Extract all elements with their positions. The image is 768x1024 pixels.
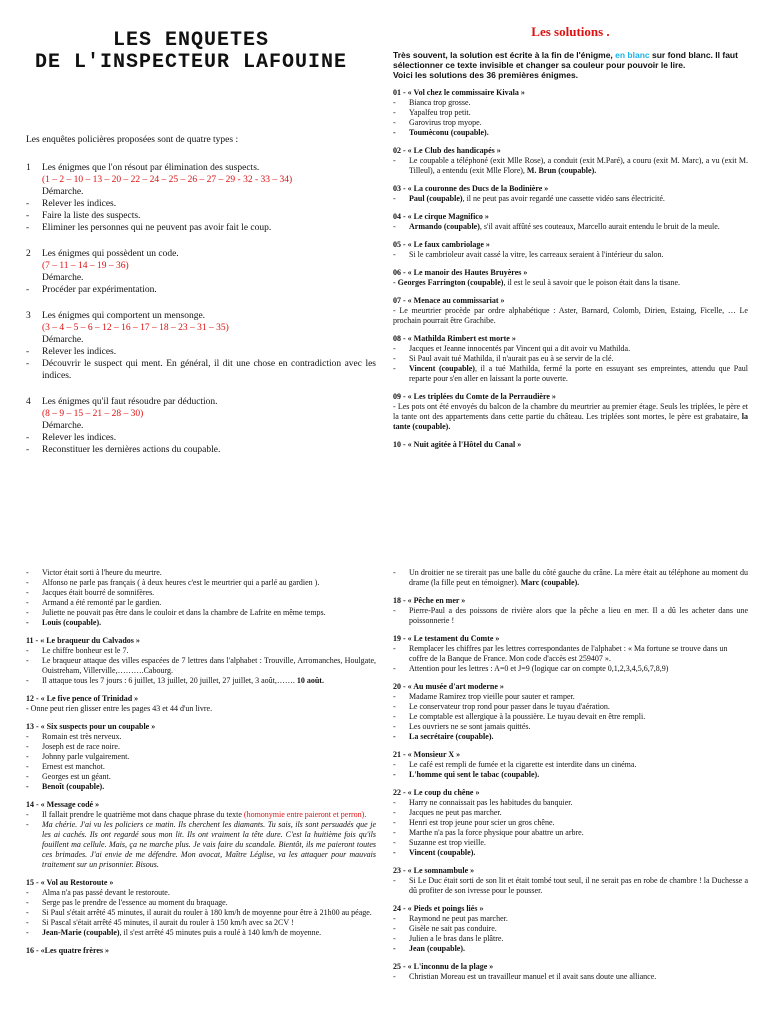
solution-heading: 24 - « Pieds et poings liés » (393, 904, 484, 913)
solution-culprit: Georges Farrington (coupable) (397, 278, 504, 287)
solution-heading: 18 - « Pêche en mer » (393, 596, 466, 605)
solution-17 (393, 568, 748, 588)
solution-heading: 15 - « Vol au Restoroute » (26, 878, 114, 887)
solution-text: Il attaque tous les 7 jours : 6 juillet, 13 juillet, 20 juillet, 27 juillet, 3 août,……. (42, 676, 295, 685)
type-title: Les énigmes qui possèdent un code. (42, 249, 179, 259)
type-step: - Découvrir le suspect qui ment. En général, il dit une chose en contradiction avec les indices. (26, 358, 376, 382)
title-line-1: LES ENQUETES (112, 29, 270, 52)
solution-text: , s'il avait affûté ses couteaux, Marcello aurait entendu le bruit de la meule. (479, 222, 720, 231)
type-list: (8 – 9 – 15 – 21 – 28 – 30) (42, 409, 144, 419)
solution-text: , il ne peut pas avoir regardé une cassette vidéo sans électricité. (462, 194, 665, 203)
solution-line: - Ernest est manchot. (26, 762, 376, 772)
solution-line (393, 568, 748, 588)
solution-01 (393, 88, 748, 138)
solution-22 (393, 788, 748, 858)
type-2 (26, 248, 376, 296)
solution-line: - Le chiffre bonheur est le 7. (26, 646, 376, 656)
solution-line: - Victor était sorti à l'heure du meurtre. (26, 568, 376, 578)
solution-heading: 02 - « Le Club des handicapés » (393, 146, 501, 155)
solution-culprit: Jean-Marie (coupable) (42, 928, 120, 937)
solution-19 (393, 634, 748, 674)
solution-line: - Bianca trop grosse. (393, 98, 748, 108)
solution-heading: 14 - « Message codé » (26, 800, 100, 809)
type-number: 4 (26, 397, 31, 407)
solutions-column (393, 24, 748, 458)
solution-16 (26, 946, 376, 956)
solution-line: - Jacques et Jeanne innocentés par Vincent qui a dit avoir vu Mathilda. (393, 344, 748, 354)
solution-line: - Vincent (coupable). (393, 848, 748, 858)
solution-line: - Onne peut rien glisser entre les pages 43 et 44 d'un livre. (26, 704, 213, 713)
solution-culprit: 10 août. (296, 676, 324, 685)
intro-column (26, 30, 376, 470)
solution-culprit: Armando (coupable) (409, 222, 480, 231)
solutions-intro (393, 50, 748, 80)
solution-line: - Le meurtrier procède par ordre alphabétique : Aster, Barnard, Colomb, Dirien, Estaing, Ficelle, … Le prochain pourrait être Grachibe. (393, 306, 748, 325)
solution-line: - Christian Moreau est un travailleur manuel et il avait sans doute une alliance. (393, 972, 748, 982)
solution-line: - Yapalfeu trop petit. (393, 108, 748, 118)
solution-text: , il s'est arrêté 45 minutes puis a roulé à 140 km/h de moyenne. (119, 928, 322, 937)
solution-line: - Serge pas le prendre de l'essence au moment du braquage. (26, 898, 376, 908)
solution-heading: 13 - « Six suspects pour un coupable » (26, 722, 156, 731)
type-demarche: Démarche. (42, 335, 84, 345)
type-demarche: Démarche. (42, 187, 84, 197)
type-step: - Relever les indices. (26, 346, 376, 358)
solution-line (26, 810, 376, 820)
solution-line: - Si le cambrioleur avait cassé la vitre, les carreaux seraient à l'intérieur du salon. (393, 250, 748, 260)
type-title: Les énigmes qu'il faut résoudre par déduction. (42, 397, 218, 407)
type-1 (26, 162, 376, 234)
type-step: - Procéder par expérimentation. (26, 284, 376, 296)
solution-line: - La secrétaire (coupable). (393, 732, 748, 742)
solution-line: - Joseph est de race noire. (26, 742, 376, 752)
solution-heading: 06 - « Le manoir des Hautes Bruyères » (393, 268, 528, 277)
solution-line: - Juliette ne pouvait pas être dans le couloir et dans la chambre de Lafrite en même temps. (26, 608, 376, 618)
type-list: (3 – 4 – 5 – 6 – 12 – 16 – 17 – 18 – 23 – 31 – 35) (42, 323, 229, 333)
solution-text: Onne peut rien glisser entre les pages 43 et 44 d'un livre. (30, 704, 213, 713)
solution-05 (393, 240, 748, 260)
solution-line (26, 928, 376, 938)
solution-text: Le meurtrier procède par ordre alphabétique : Aster, Barnard, Colomb, Dirien, Estaing, Ficelle, … Le prochain pourrait être Grachibe. (393, 306, 748, 325)
solution-culprit: Paul (coupable) (409, 194, 463, 203)
solution-culprit: la tante (coupable). (393, 412, 748, 431)
solution-20 (393, 682, 748, 742)
solution-line: - Le braqueur attaque des villes espacées de 7 lettres dans l'alphabet : Trouville, Arromanches, Houlgate, Ouistreham, Villerville,……….Cabourg. (26, 656, 376, 676)
type-step: - Relever les indices. (26, 432, 376, 444)
solution-line: - L'homme qui sent le tabac (coupable). (393, 770, 748, 780)
solution-heading: 25 - « L'inconnu de la plage » (393, 962, 494, 971)
solution-heading: 20 - « Au musée d'art moderne » (393, 682, 504, 691)
solution-heading: 03 - « La couronne des Ducs de la Bodinière » (393, 184, 549, 193)
type-number: 3 (26, 311, 31, 321)
solution-line: - Romain est très nerveux. (26, 732, 376, 742)
type-step: - Eliminer les personnes qui ne peuvent pas avoir fait le coup. (26, 222, 376, 234)
solution-heading: 09 - « Les triplées du Comte de la Perraudière » (393, 392, 556, 401)
solution-heading: 11 - « Le braqueur du Calvados » (26, 636, 140, 645)
solution-line: - Attention pour les lettres : A=0 et J=9 (logique car on compte 0,1,2,3,4,5,6,7,8,9) (393, 664, 748, 674)
solution-text: , il est le seul à savoir que le poison était dans la tisane. (503, 278, 681, 287)
type-number: 2 (26, 249, 31, 259)
solution-heading: 21 - « Monsieur X » (393, 750, 461, 759)
solution-line (393, 364, 748, 384)
solution-04 (393, 212, 748, 232)
solution-line: - Le café est rempli de fumée et la cigarette est interdite dans un cinéma. (393, 760, 748, 770)
type-4 (26, 396, 376, 456)
solution-line: - Si Le Duc était sorti de son lit et était tombé tout seul, il ne serait pas en robe de chambre ! la Duchesse a dû profiter de son ivresse pour le pousser. (393, 876, 748, 896)
solution-heading: 05 - « Le faux cambriolage » (393, 240, 490, 249)
solution-text: Le coupable a téléphoné (exit Mlle Rose), a conduit (exit M.Paré), a couru (exit M. Marc), a vu (exit M. Tilleul), a entendu (exit Mlle Flore), (409, 156, 748, 175)
solution-heading: 01 - « Vol chez le commissaire Kivala » (393, 88, 525, 97)
solution-13 (26, 722, 376, 792)
type-title: Les énigmes que l'on résout par élimination des suspects. (42, 163, 260, 173)
title-line-2: DE L'INSPECTEUR LAFOUINE (34, 51, 348, 74)
solution-line: - Georges Farrington (coupable), il est le seul à savoir que le poison était dans la tisane. (393, 278, 681, 287)
type-step: - Reconstituer les dernières actions du coupable. (26, 444, 376, 456)
solution-heading: 23 - « Le somnambule » (393, 866, 475, 875)
intro-highlight: en blanc (615, 50, 650, 60)
solution-line (26, 676, 376, 686)
solution-line: - Armand a été remonté par le gardien. (26, 598, 376, 608)
solution-line (393, 194, 748, 204)
solution-23 (393, 866, 748, 896)
solution-line: - Benoît (coupable). (26, 782, 376, 792)
intro-part: sur fond blanc. Il faut sélectionner ce texte invisible et changer sa couleur pour pouvoir le lire. (393, 50, 738, 70)
solution-25 (393, 962, 748, 982)
type-title: Les énigmes qui comportent un mensonge. (42, 311, 206, 321)
type-number: 1 (26, 163, 31, 173)
solution-line: - Louis (coupable). (26, 618, 376, 628)
solution-line (393, 222, 748, 232)
solution-text: Les pots ont été envoyés du balcon de la chambre du meurtrier au premier étage. Seuls les triplées, le père et la tante ont des appartements dans cette partie du château. Les triplées sont mortes, le père est grabataire, (393, 402, 748, 421)
intro-part: Très souvent, la solution est écrite à la fin de l'énigme, (393, 50, 616, 60)
solution-24 (393, 904, 748, 954)
solution-line: - Raymond ne peut pas marcher. (393, 914, 748, 924)
solution-culprit: M. Brun (coupable). (526, 166, 597, 175)
solutions-title: Les solutions . (531, 24, 610, 39)
solution-heading: 10 - « Nuit agitée à l'Hôtel du Canal » (393, 440, 522, 449)
type-list: (7 – 11 – 14 – 19 – 36) (42, 261, 129, 271)
solution-07 (393, 296, 748, 326)
solution-10 (393, 440, 748, 450)
solution-18 (393, 596, 748, 626)
solution-line: - Marthe n'a pas la force physique pour abattre un arbre. (393, 828, 748, 838)
solution-line: - Si Paul avait tué Mathilda, il n'aurait pas eu à se servir de la clé. (393, 354, 748, 364)
solution-culprit: Vincent (coupable) (409, 364, 475, 373)
solution-culprit: Marc (coupable). (520, 578, 580, 587)
solution-09 (393, 392, 748, 432)
solution-line: - Johnny parle vulgairement. (26, 752, 376, 762)
type-list: (1 – 2 – 10 – 13 – 20 – 22 – 24 – 25 – 26 – 27 – 29 - 32 - 33 – 34) (42, 175, 293, 185)
solution-line (393, 156, 748, 176)
solution-heading: 08 - « Mathilda Rimbert est morte » (393, 334, 516, 343)
solution-heading: 19 - « Le testament du Comte » (393, 634, 500, 643)
solution-11 (26, 636, 376, 686)
solution-line: - Gisèle ne sait pas conduire. (393, 924, 748, 934)
solution-line: - Jacques ne peut pas marcher. (393, 808, 748, 818)
solution-heading: 04 - « Le cirque Magnifico » (393, 212, 489, 221)
solution-line: - Julien a le bras dans le plâtre. (393, 934, 748, 944)
solution-02 (393, 146, 748, 176)
solution-line: - Garovirus trop myope. (393, 118, 748, 128)
solution-line: - Harry ne connaissait pas les habitudes du banquier. (393, 798, 748, 808)
type-step: - Faire la liste des suspects. (26, 210, 376, 222)
solution-text: , il a tué Mathilda, fermé la porte en essuyant ses empreintes, attendu que Paul reparte pour s'en aller en laissant la porte ouverte. (409, 364, 749, 383)
solution-heading: 16 - «Les quatre frères » (26, 946, 110, 955)
solution-08 (393, 334, 748, 384)
solution-line: - Toumèconu (coupable). (393, 128, 748, 138)
type-3 (26, 310, 376, 382)
solutions-column-2 (26, 568, 376, 964)
type-step: - Relever les indices. (26, 198, 376, 210)
solution-note: (homonymie entre paieront et perron). (243, 810, 367, 819)
solution-03 (393, 184, 748, 204)
document-title (26, 30, 356, 74)
solution-line: - Ma chérie. J'ai vu les policiers ce matin. Ils cherchent les diamants. Tu sais, ils sont persuadés que je les ai cachés. Ils ont regardé sous mon lit. Ils ont vraiment la tête dure. C'est la huitième fois qu'ils fouillent ma cellule. Mais, ça ne marche plus. Je vais faire du scandale. Bientôt, ils me paieront toutes ces brimades. J'ai envie de me défendre. Mon avocat, Maître Léglise, va les attaquer pour mauvais traitement sur un prisonnier. Bisous. (26, 820, 376, 870)
solutions-column-3 (393, 568, 748, 990)
solution-15 (26, 878, 376, 938)
solution-line: - Remplacer les chiffres par les lettres correspondantes de l'alphabet : « Ma fortune se trouve dans un coffre de la Banque de France. Mon code d'accès est 259407 ». (393, 644, 748, 664)
solution-21 (393, 750, 748, 780)
intro-part: Voici les solutions des 36 premières énigmes. (393, 70, 579, 80)
solution-line: - Les ouvriers ne se sont jamais quittés. (393, 722, 748, 732)
solution-line: - Madame Ramirez trop vieille pour sauter et ramper. (393, 692, 748, 702)
solution-heading: 07 - « Menace au commissariat » (393, 296, 505, 305)
solution-line: - Le conservateur trop rond pour passer dans le tuyau d'aération. (393, 702, 748, 712)
solution-line: - Alfonso ne parle pas français ( à deux heures c'est le meurtrier qui a parlé au gardien ). (26, 578, 376, 588)
solution-line: - Les pots ont été envoyés du balcon de la chambre du meurtrier au premier étage. Seuls les triplées, le père et la tante ont des appartements dans cette partie du château. Les triplées sont mortes, le père est grabataire, la tante (coupable). (393, 402, 748, 431)
solution-line: - Jacques était bourré de somnifères. (26, 588, 376, 598)
intro-text: Les enquêtes policières proposées sont de quatre types : (26, 135, 239, 145)
solution-line: - Le comptable est allergique à la poussière. Le tuyau devait en être rempli. (393, 712, 748, 722)
solution-heading: 22 - « Le coup du chêne » (393, 788, 480, 797)
type-demarche: Démarche. (42, 421, 84, 431)
solution-text: Il fallait prendre le quatrième mot dans chaque phrase du texte (42, 810, 244, 819)
solution-text: Un droitier ne se tirerait pas une balle du côté gauche du crâne. La mère était au téléphone au moment du drame (la fille peut en témoigner). (409, 568, 748, 587)
solution-10-items (26, 568, 376, 628)
type-demarche: Démarche. (42, 273, 84, 283)
solution-06 (393, 268, 748, 288)
solution-line: - Si Pascal s'était arrêté 45 minutes, il aurait du rouler à 150 km/h avec sa 2CV ! (26, 918, 376, 928)
solution-line: - Alma n'a pas passé devant le restoroute. (26, 888, 376, 898)
solution-line: - Suzanne est trop vieille. (393, 838, 748, 848)
solution-line: - Jean (coupable). (393, 944, 748, 954)
solution-line: - Pierre-Paul a des poissons de rivière alors que la pêche a lieu en mer. Il a dû les acheter dans une poissonnerie ! (393, 606, 748, 626)
solution-line: - Si Paul s'était arrêté 45 minutes, il aurait du rouler à 180 km/h de moyenne pour être à 21h00 au péage. (26, 908, 376, 918)
solution-12 (26, 694, 376, 714)
solution-14 (26, 800, 376, 870)
solution-heading: 12 - « Le five pence of Trinidad » (26, 694, 139, 703)
solution-line: - Georges est un géant. (26, 772, 376, 782)
solution-line: - Henri est trop jeune pour scier un gros chêne. (393, 818, 748, 828)
